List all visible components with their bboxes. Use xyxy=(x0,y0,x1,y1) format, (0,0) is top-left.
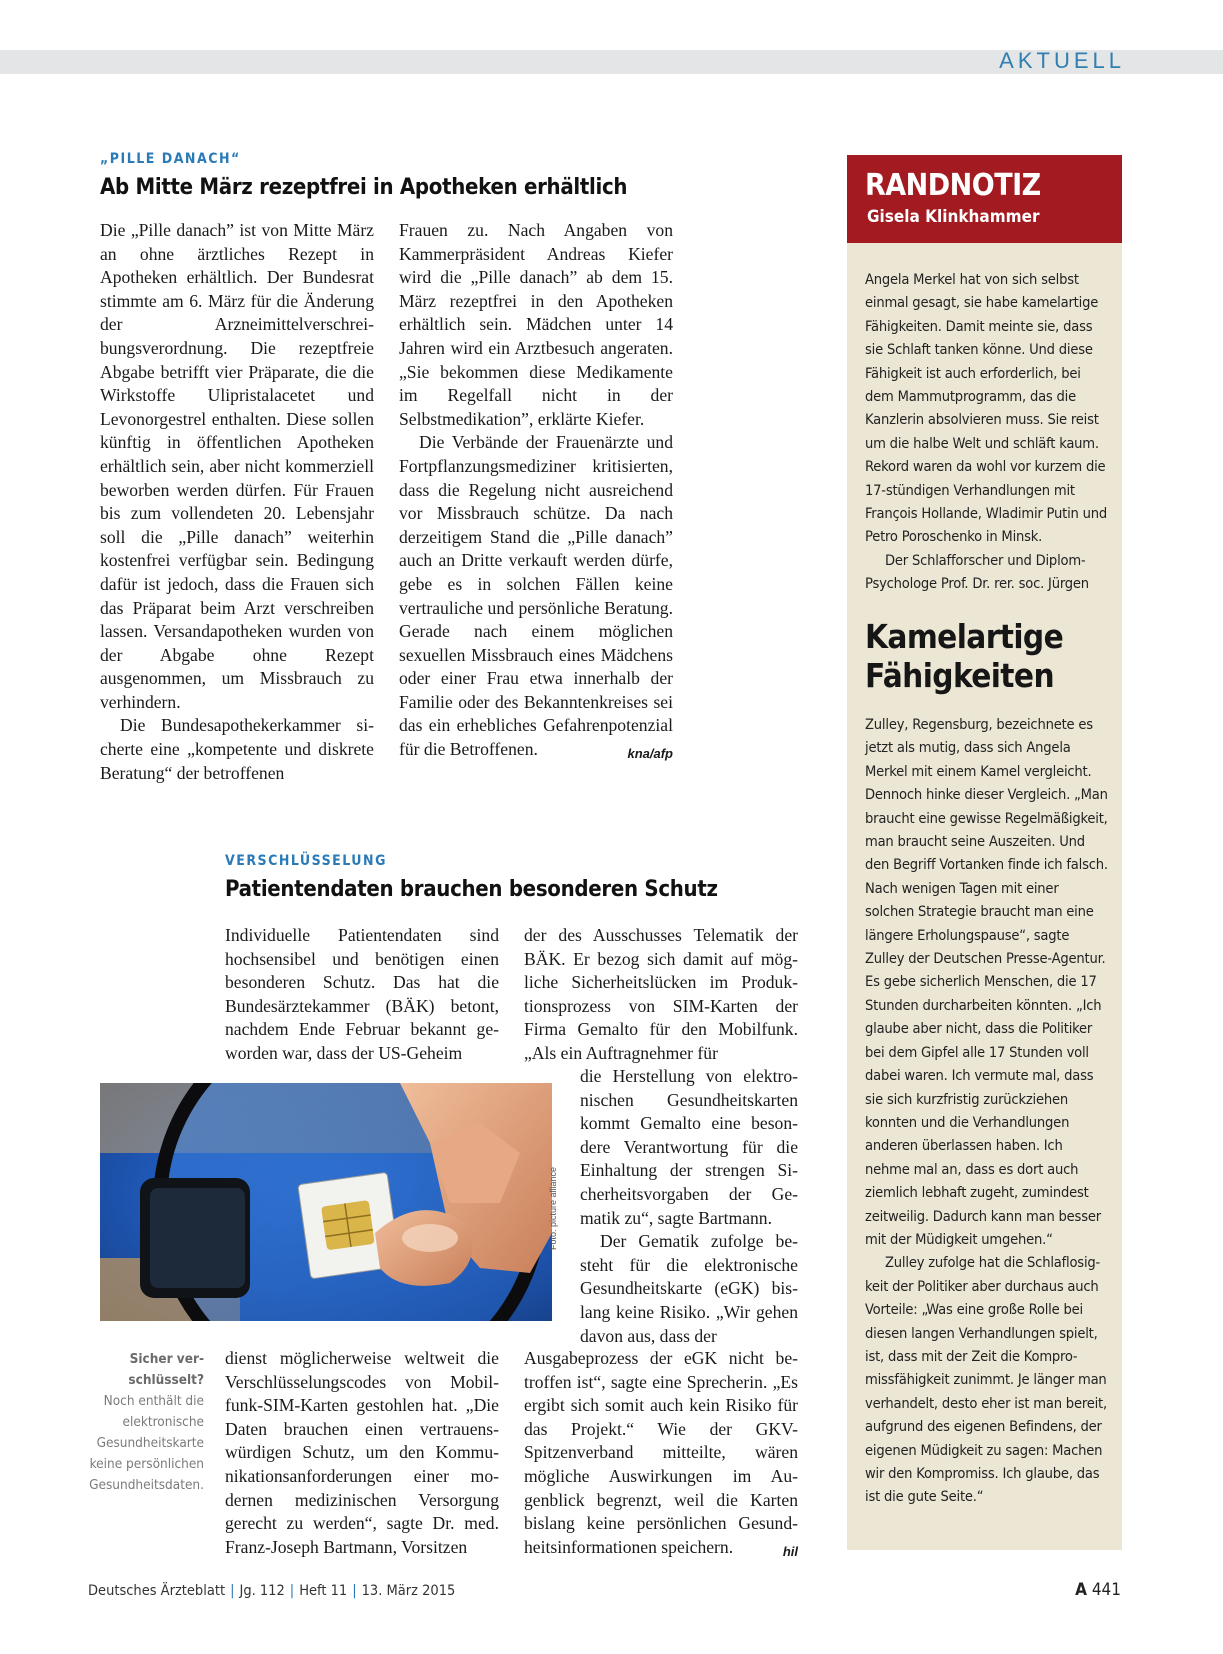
separator: | xyxy=(289,1583,295,1599)
article1-column-1 xyxy=(100,219,374,785)
paragraph: die Herstellung von elektronischen Gesundheitskarten kommt Gemalto eine besondere Verantwortung für die Einhaltung der strengen Sicherheitsvorgaben der Gematik zu“, sagte Bartmann. xyxy=(580,1066,798,1228)
caption-title: Sicher verschlüsselt? xyxy=(128,1351,204,1388)
paragraph: Die Verbände der Frauenärzte und Fortpflanzungsmediziner kritisierten, dass die Regelung nicht ausreichend vor Missbrauch schütze. Da nach derzeitigem Stand die „Pille danach” auch an Dritte verkauft werden dürfe, gebe es in solchen Fällen keine vertrauliche und persönliche Beratung. Gerade nach einem möglichen sexuellen Missbrauch eines Mädchens oder einer Frau etwa innerhalb der Familie oder des Bekanntenkreises sei das ein erhebliches Gefahrenpotenzial für die Betroffenen. kna/afp xyxy=(399,431,673,761)
separator: | xyxy=(352,1583,357,1599)
journal-name: Deutsches Ärzteblatt xyxy=(88,1583,226,1599)
section-label: AKTUELL xyxy=(999,48,1125,73)
paragraph: Individuelle Patientendaten sind hochsensibel und benötigen einen besonderen Schutz. Das hat die Bundesärztekammer (BÄK) betont, nachdem Ende Februar bekannt geworden war, dass der US-Geheim xyxy=(225,925,499,1063)
date: 13. März 2015 xyxy=(361,1583,456,1599)
article2-column-1-bottom xyxy=(225,1347,499,1559)
article2-kicker: VERSCHLÜSSELUNG xyxy=(225,853,387,869)
article2-column-2-bottom xyxy=(524,1347,798,1563)
randnotiz-title: RANDNOTIZ xyxy=(865,168,1041,203)
paragraph: Der Gematik zufolge besteht für die elektronische Gesundheitskarte (eGK) bislang keine Risiko. „Wir gehen davon aus, dass der xyxy=(580,1231,798,1346)
sim-card-photo xyxy=(100,1083,552,1321)
paragraph: Zulley zufolge hat die Schlaflosigkeit der Politiker aber durchaus auch Vorteile: „Was eine große Rolle bei diesen langen Verhandlungen spielt, ist, dass mit der Zeit die Kompromissfähigkeit zunimmt. Je länger man verhandelt, desto eher ist man bereit, aufgrund des eigenen Befindens, der eigenen Müdigkeit zu sagen: Machen wir den Kompromiss. Ich glaube, das ist die gute Seite.“ xyxy=(865,1254,1107,1506)
randnotiz-text-bottom xyxy=(865,713,1110,1509)
article2-agency: hil xyxy=(782,1543,798,1559)
article2-column-1-top xyxy=(225,924,499,1066)
randnotiz-headline: Kamelartige Fähigkeiten xyxy=(865,617,1064,695)
page-number xyxy=(1075,1580,1121,1600)
volume: Jg. 112 xyxy=(239,1583,285,1599)
article1-headline: Ab Mitte März rezeptfrei in Apotheken erhältlich xyxy=(100,175,628,200)
paragraph: der des Ausschusses Telematik der BÄK. Er bezog sich damit auf mögliche Sicherheitslücken im Produktionsprozess von SIM-Karten der Firma Gemalto für den Mobilfunk. „Als ein Auftragnehmer für xyxy=(524,925,798,1063)
article2-column-2-narrow xyxy=(580,1065,798,1348)
paragraph: Frauen zu. Nach Angaben von Kammerpräsident Andreas Kiefer wird die „Pille danach” ab dem 15. März rezeptfrei in den Apotheken erhältlich sein. Mädchen unter 14 Jahren wird ein Arztbesuch angeraten. „Sie bekommen diese Medikamente im Regelfall nicht in der Selbstmedikation”, erklärte Kiefer. xyxy=(399,220,673,429)
paragraph: Angela Merkel hat von sich selbst einmal gesagt, sie habe kamelartige Fähigkeiten. Damit meinte sie, dass sie Schlaft tanken könne. Und diese Fähigkeit ist auch erforderlich, bei dem Mammutprogramm, das die Kanzlerin absolvieren muss. Sie reist um die halbe Welt und schläft kaum. Rekord waren da wohl vor kurzem die 17-stündigen Verhandlungen mit François Hollande, Wladimir Putin und Petro Poroschenko in Minsk. xyxy=(865,271,1108,546)
article2-headline: Patientendaten brauchen besonderen Schutz xyxy=(225,877,718,902)
paragraph: Die „Pille danach” ist von Mitte März an ohne ärztliches Rezept in Apotheken erhältlich. Der Bundesrat stimmte am 6. März für die Änderung der Arzneimittelverschreibungsverordnung. Die rezeptfreie Abgabe betrifft vier Präparate, die die Wirkstoffe Ulipristalacetet und Levonorgestrel enthalten. Diese sollen künftig in öffentlichen Apotheken erhältlich sein, aber nicht kommerziell beworben werden dürfen. Für Frauen bis zum vollendeten 20. Lebensjahr soll die „Pille danach” weiterhin kostenfrei verfügbar sein. Bedingung dafür ist jedoch, dass die Frauen sich das Präparat beim Arzt verschreiben lassen. Versandapotheken wurden von der Abgabe ohne Rezept ausgenommen, um Missbrauch zu verhindern. xyxy=(100,220,374,712)
article1-agency: kna/afp xyxy=(627,746,673,762)
paragraph: Die Bundesapothekerkammer sicherte eine „kompetente und diskrete Beratung“ der betroffenen xyxy=(100,715,374,783)
paragraph: Der Schlafforscher und Diplom-Psychologe Prof. Dr. rer. soc. Jürgen xyxy=(865,551,1089,593)
randnotiz-text-top xyxy=(865,268,1110,596)
paragraph: Ausgabeprozess der eGK nicht betroffen ist“, sagte eine Sprecherin. „Es ergibt sich somit auch kein Risiko für das Projekt.“ Wie der GKV-Spitzenverband mitteilte, wären mögliche Auswirkungen im Augenblick begrenzt, weil die Karten bislang keine persönlichen Gesundheitsinformationen speichern. hil xyxy=(524,1347,798,1559)
paragraph: dienst möglicherweise weltweit die Verschlüsselungscodes von Mobilfunk-SIM-Karten gestohlen hat. „Die Daten brauchen einen vertrauenswürdigen Schutz, um den Kommunikationsanforderungen einer modernen medizinischen Versorgung gerecht zu werden“, sagte Dr. med. Franz-Joseph Bartmann, Vorsitzen xyxy=(225,1348,499,1557)
article1-column-2 xyxy=(399,219,673,766)
photo-credit: Foto: picture alliance xyxy=(548,1166,558,1250)
caption-text: Noch enthält die elektronische Gesundheitskarte keine persönlichen Gesundheitsdaten. xyxy=(89,1393,204,1493)
photo-caption xyxy=(88,1349,204,1496)
separator: | xyxy=(230,1583,235,1599)
article1-kicker: „PILLE DANACH“ xyxy=(100,151,241,167)
issue: Heft 11 xyxy=(299,1583,348,1599)
page-prefix: A xyxy=(1075,1580,1087,1600)
randnotiz-author: Gisela Klinkhammer xyxy=(867,207,1040,227)
paragraph: Zulley, Regensburg, bezeichnete es jetzt als mutig, dass sich Angela Merkel mit einem Kamel vergleicht. Dennoch hinke dieser Vergleich. „Man braucht eine gewisse Regelmäßigkeit, man braucht seine Auszeiten. Und den Begriff Vortanken finde ich falsch. Nach wenigen Tagen mit einer solchen Strategie braucht man eine längere Erholungspause“, sagte Zulley der Deutschen Presse-Agentur. Es gebe sicherlich Menschen, die 17 Stunden durcharbeiten könnten. „Ich glaube aber nicht, dass die Politiker bei dem Gipfel alle 17 Stunden voll dabei waren. Ich vermute mal, dass sie sich kurzfristig zurückziehen konnten und die Verhandlungen anderen überlassen haben. Ich nehme mal an, dass es dort auch ziemlich lebhaft zugeht, zumindest zeitweilig. Dadurch kann man besser mit der Müdigkeit umgehen.“ xyxy=(865,716,1108,1248)
article2-column-2-top xyxy=(524,924,798,1066)
footer-citation xyxy=(88,1583,455,1599)
page-number-value: 441 xyxy=(1091,1580,1121,1600)
